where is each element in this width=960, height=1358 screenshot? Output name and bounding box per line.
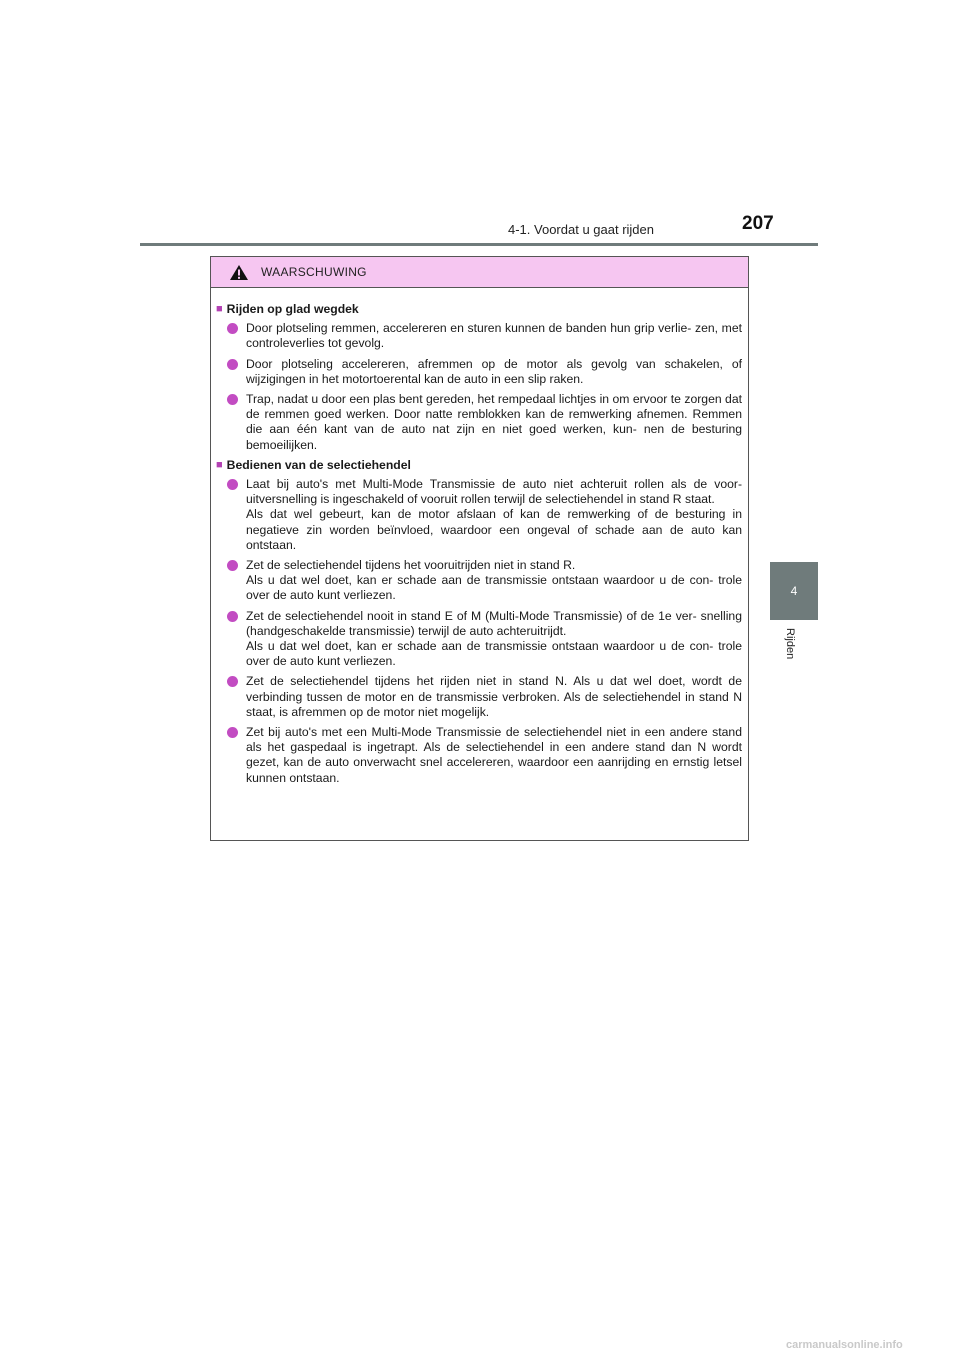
item-text [246,674,742,720]
round-bullet-icon [227,611,238,622]
round-bullet-icon [227,394,238,405]
page-number: 207 [742,213,774,234]
item-paragraph: Zet de selectiehendel nooit in stand E of M (Multi-Mode Transmissie) of de 1e ver- snelling (handgeschakelde transmissie) terwijl de auto achteruitrijdt. [246,608,742,638]
item-text [246,392,742,453]
list-item [227,477,742,553]
header-rule [140,243,818,246]
round-bullet-icon [227,727,238,738]
item-paragraph: Als dat wel gebeurt, kan de motor afslaan of kan de remwerking of de besturing in negatieve zin worden beïnvloed, waardoor een ongeval of schade aan de auto kan ontstaan. [246,507,742,552]
item-paragraph: Door plotseling remmen, accelereren en sturen kunnen de banden hun grip verlie- zen, met controleverlies tot gevolg. [246,321,742,351]
square-bullet-icon: ■ [216,303,223,315]
list-item [227,674,742,720]
warning-body [211,288,748,786]
warning-section [216,458,742,786]
round-bullet-icon [227,676,238,687]
item-text [246,477,742,553]
warning-title: WAARSCHUWING [261,265,367,279]
round-bullet-icon [227,479,238,490]
round-bullet-icon [227,560,238,571]
item-text [246,725,742,786]
warning-section [216,302,742,453]
list-item [227,725,742,786]
item-paragraph: Zet de selectiehendel tijdens het rijden niet in stand N. Als u dat wel doet, wordt de verbinding tussen de motor en de transmissie verbroken. Als de selectiehendel in stand N staat, is afremmen op de motor niet mogelijk. [246,674,742,719]
section-title [216,458,742,473]
section-title-text: Rijden op glad wegdek [226,302,359,316]
list-item [227,357,742,387]
item-paragraph: Als u dat wel doet, kan er schade aan de transmissie ontstaan waardoor u de con- trole over de auto kunt verliezen. [246,639,742,669]
item-text [246,321,742,351]
item-paragraph: Zet de selectiehendel tijdens het vooruitrijden niet in stand R. [246,558,576,573]
list-item [227,321,742,351]
item-text [246,609,742,670]
watermark: carmanualsonline.info [786,1339,903,1351]
section-title [216,302,742,317]
list-item [227,392,742,453]
warning-header [211,257,748,288]
side-tab-label: Rijden [784,628,796,660]
item-paragraph: Laat bij auto's met Multi-Mode Transmissie de auto niet achteruit rollen als de voor- uitversnelling is ingeschakeld of vooruit rollen terwijl de selectiehendel in stand R staat. [246,477,742,507]
square-bullet-icon: ■ [216,458,223,471]
round-bullet-icon [227,359,238,370]
list-item [227,609,742,670]
warning-box [210,256,749,841]
list-item [227,558,742,604]
warning-triangle-icon [229,264,249,281]
item-paragraph: Als u dat wel doet, kan er schade aan de transmissie ontstaan waardoor u de con- trole over de auto kunt verliezen. [246,573,742,603]
item-paragraph: Trap, nadat u door een plas bent gereden, het rempedaal lichtjes in om ervoor te zorgen dat de remmen goed werken. Door natte remblokken kan de remwerking afnemen. Remmen die aan één kant van de auto nat zijn en niet goed werken, kun- nen de besturing bemoeilijken. [246,392,742,452]
item-text [246,558,742,604]
side-tab-number: 4 [770,562,818,620]
round-bullet-icon [227,323,238,334]
section-title-text: Bedienen van de selectiehendel [226,457,411,472]
header-section-title: 4-1. Voordat u gaat rijden [508,222,654,237]
item-text [246,357,742,387]
item-paragraph: Zet bij auto's met een Multi-Mode Transmissie de selectiehendel niet in een andere stand als het gaspedaal is ingetrapt. Als de selectiehendel in een andere stand dan N wordt gezet, kan de auto onverwacht snel accelereren, waardoor een aanrijding en ernstig letsel kunnen ontstaan. [246,725,742,785]
item-paragraph: Door plotseling accelereren, afremmen op de motor als gevolg van schakelen, of wijzigingen in het motortoerental kan de auto in een slip raken. [246,356,742,386]
